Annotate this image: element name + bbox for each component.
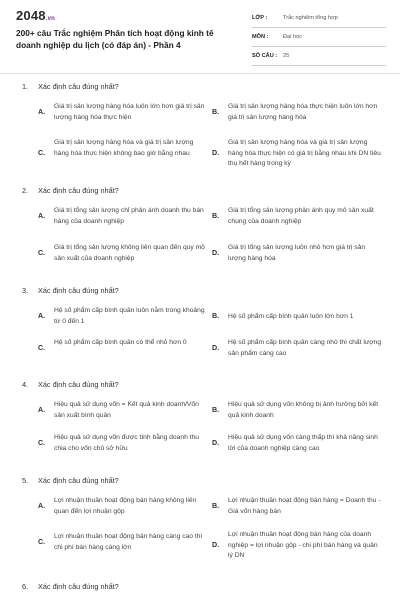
option-text: Giá trị tổng sản lượng chỉ phản ánh doanh thu bán hàng của doanh nghiệp (54, 207, 204, 225)
option-letter: D. (212, 439, 220, 447)
option-text: Hệ số phẩm cấp bình quân luôn lớn hơn 1 (228, 313, 354, 320)
option-letter: D. (212, 344, 220, 352)
question-text: Xác định câu đúng nhất? (38, 380, 119, 389)
option-text: Giá trị sản lượng hàng hóa và giá trị sản lượng hàng hóa thực hiện có giá trị bằng nhau khi DN tiêu thụ hết hàng trong kỳ (228, 139, 381, 167)
option-letter: C. (38, 249, 46, 257)
question-number: 2. (22, 186, 29, 195)
question-text: Xác định câu đúng nhất? (38, 82, 119, 91)
question-title (22, 476, 119, 485)
question-number: 1. (22, 82, 29, 91)
document-title: 200+ câu Trắc nghiệm Phân tích hoạt động kinh tế doanh nghiệp du lịch (có đáp án) - Phần 4 (16, 28, 214, 50)
option-letter: C. (38, 439, 46, 447)
question-text: Xác định câu đúng nhất? (38, 286, 119, 295)
option-letter: C. (38, 538, 46, 546)
meta-value[interactable]: Đại học (283, 34, 302, 40)
question-title (22, 380, 119, 389)
option-letter: D. (212, 149, 220, 157)
option-letter: A. (38, 502, 46, 510)
meta-panel (252, 12, 386, 69)
question-text: Xác định câu đúng nhất? (38, 582, 119, 591)
option-text: Hệ số phẩm cấp bình quân luôn nằm trong khoảng từ 0 đến 1 (54, 307, 205, 325)
option-letter: A. (38, 212, 46, 220)
option-letter: B. (212, 212, 220, 220)
meta-value: 25 (283, 53, 290, 59)
option-letter: A. (38, 312, 46, 320)
option-text: Giá trị sản lượng hàng hóa thực hiện luôn lớn hơn giá trị sản lượng hàng hóa (228, 103, 378, 121)
option-letter: C. (38, 344, 46, 352)
option-text: Giá trị tổng sản lượng luôn nhỏ hơn giá trị sản lượng hàng hóa (228, 244, 366, 262)
question-number: 6. (22, 582, 29, 591)
option-text: Hệ số phẩm cấp bình quân càng nhỏ thì chất lượng sản phẩm càng cao (228, 339, 382, 357)
option-letter: B. (212, 406, 220, 414)
meta-label: MÔN : (252, 34, 269, 40)
question-text: Xác định câu đúng nhất? (38, 186, 119, 195)
option-letter: B. (212, 502, 220, 510)
logo-text: 2048 (16, 8, 46, 23)
meta-row-subject (252, 31, 386, 47)
option-letter: D. (212, 249, 220, 257)
option-letter: B. (212, 108, 220, 116)
option-letter: C. (38, 149, 46, 157)
option-text: Giá trị sản lượng hàng hóa luôn lớn hơn giá trị sản lượng hàng hóa thực hiện (54, 103, 205, 121)
meta-value[interactable]: Trắc nghiệm tổng hợp (283, 15, 338, 21)
option-text: Hiệu quả sử dụng vốn = Kết quả kinh doanh/Vốn sản xuất bình quân (54, 401, 199, 419)
option-letter: A. (38, 406, 46, 414)
option-text: Lợi nhuận thuần hoạt động bán hàng càng cao thì chi phí bán hàng càng lớn (54, 533, 203, 551)
option-text: Giá trị sản lượng hàng hóa và giá trị sản lượng hàng hóa thực hiện không bao giờ bằng nhau (54, 139, 194, 157)
question-number: 5. (22, 476, 29, 485)
question-title (22, 82, 119, 91)
option-text: Hiệu quả sử dụng vốn được tính bằng doanh thu chia cho vốn chủ sở hữu (54, 434, 199, 452)
question-number: 3. (22, 286, 29, 295)
question-title (22, 186, 119, 195)
option-text: Lợi nhuận thuần hoạt động bán hàng = Doanh thu - Giá vốn hàng bán (228, 497, 381, 515)
meta-label: SỐ CÂU : (252, 53, 278, 59)
question-text: Xác định câu đúng nhất? (38, 476, 119, 485)
meta-row-count (252, 50, 386, 66)
question-title (22, 286, 119, 295)
meta-label: LỚP : (252, 15, 268, 21)
option-letter: A. (38, 108, 46, 116)
page-header (0, 0, 400, 74)
question-number: 4. (22, 380, 29, 389)
option-text: Lợi nhuận thuần hoạt động bán hàng của doanh nghiệp = lợi nhuận gộp - chi phí bán hàng và quản lý DN (228, 531, 378, 559)
option-letter: D. (212, 541, 220, 549)
site-logo[interactable] (16, 8, 55, 23)
option-text: Lợi nhuận thuần hoạt động bán hàng không liên quan đến lợi nhuận gộp (54, 497, 197, 515)
logo-tld: .vn (45, 16, 56, 22)
option-text: Hệ số phẩm cấp bình quân có thể nhỏ hơn 0 (54, 339, 187, 346)
meta-row-class (252, 12, 386, 28)
option-letter: B. (212, 312, 220, 320)
option-text: Giá trị tổng sản lượng phản ánh quy mô sản xuất chung của doanh nghiệp (228, 207, 374, 225)
question-title (22, 582, 119, 591)
option-text: Giá trị tổng sản lượng không liên quan đến quy mô sản xuất của doanh nghiệp (54, 244, 205, 262)
option-text: Hiệu quả sử dụng vốn không bị ảnh hưởng bởi kết quả kinh doanh (228, 401, 379, 419)
option-text: Hiệu quả sử dụng vốn càng thấp thì khả năng sinh lời của doanh nghiệp càng cao (228, 434, 378, 452)
